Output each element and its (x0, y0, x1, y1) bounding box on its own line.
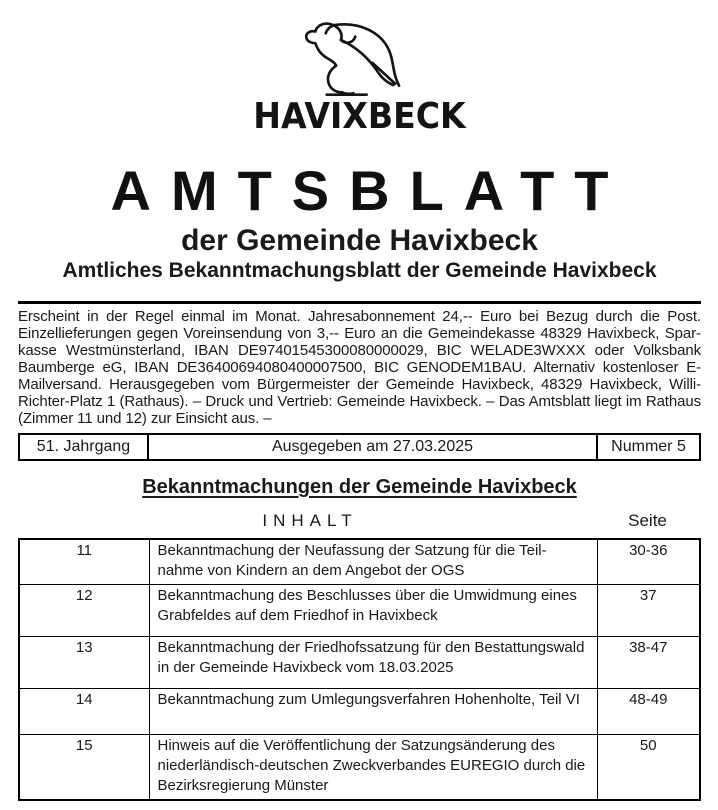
toc-item-pages: 50 (597, 735, 700, 801)
toc-item-pages: 37 (597, 585, 700, 637)
table-row (19, 539, 700, 585)
table-row (19, 585, 700, 637)
toc-item-title: Bekanntmachung zum Umlegungsverfahren Hohenholte, Teil VI (149, 689, 597, 735)
masthead-tagline: Amtliches Bekanntmachungsblatt der Gemeinde Havixbeck (62, 259, 657, 282)
masthead-title: AMTSBLATT (110, 159, 629, 222)
toc-item-number: 11 (19, 539, 149, 585)
toc-item-pages: 30-36 (597, 539, 700, 585)
issue-date: Ausgegeben am 27.03.2025 (149, 435, 598, 459)
toc-inhalt-label: INHALT (262, 511, 358, 530)
imprint-paragraph: Erscheint in der Regel einmal im Monat. Jahresabonnement 24,-- Euro bei Bezug durch die Post. Einzellieferungen gegen Voreinsendung von 3,-- Euro an die Gemeindekasse 48329 Havixbeck, Sparkasse Westmünsterland, IBAN DE97401545300080000029, BIC WELADE3WXXX oder Volksbank Baumberge eG, IBAN DE36400694080400007500, BIC GENODEM1BAU. Alternativ kostenloser E-Mailversand. Herausgegeben vom Bürgermeister der Gemeinde Havixbeck, 48329 Havixbeck, Willi-Richter-Platz 1 (Rathaus). – Druck und Vertrieb: Gemeinde Havixbeck. – Das Amtsblatt liegt im Rathaus (Zimmer 11 und 12) zur Einsicht aus. – (18, 308, 701, 427)
toc-header-row (18, 510, 701, 531)
toc-item-title: Bekanntmachung der Friedhofssatzung für den Bestattungswald in der Gemeinde Havixbeck vom 18.03.2025 (149, 637, 597, 689)
logo-wordmark: HAVIXBECK (253, 96, 466, 137)
table-row (19, 735, 700, 801)
table-row (19, 637, 700, 689)
masthead-subtitle: der Gemeinde Havixbeck (181, 224, 538, 257)
toc-item-number: 13 (19, 637, 149, 689)
toc-item-number: 12 (19, 585, 149, 637)
toc-table (18, 538, 701, 801)
municipality-logo (18, 20, 701, 136)
table-row (19, 689, 700, 735)
toc-item-pages: 38-47 (597, 637, 700, 689)
issue-number: Nummer 5 (611, 438, 686, 455)
announcements-heading: Bekanntmachungen der Gemeinde Havixbeck (142, 476, 577, 498)
toc-seite-label: Seite (628, 511, 667, 530)
toc-item-title: Bekanntmachung des Beschlusses über die Umwidmung eines Grabfeldes auf dem Friedhof in Havixbeck (149, 585, 597, 637)
masthead-rule (18, 301, 701, 304)
falcon-logo-icon (294, 20, 426, 98)
issue-volume: 51. Jahrgang (20, 435, 149, 459)
toc-item-pages: 48-49 (597, 689, 700, 735)
toc-item-number: 14 (19, 689, 149, 735)
toc-item-title: Bekanntmachung der Neufassung der Satzung für die Teilnahme von Kindern an dem Angebot der OGS (149, 539, 597, 585)
toc-item-title: Hinweis auf die Veröffentlichung der Satzungsänderung des niederländisch-deutschen Zweckverbandes EUREGIO durch die Bezirksregierung Münster (149, 735, 597, 801)
issue-bar (18, 433, 701, 461)
toc-item-number: 15 (19, 735, 149, 801)
